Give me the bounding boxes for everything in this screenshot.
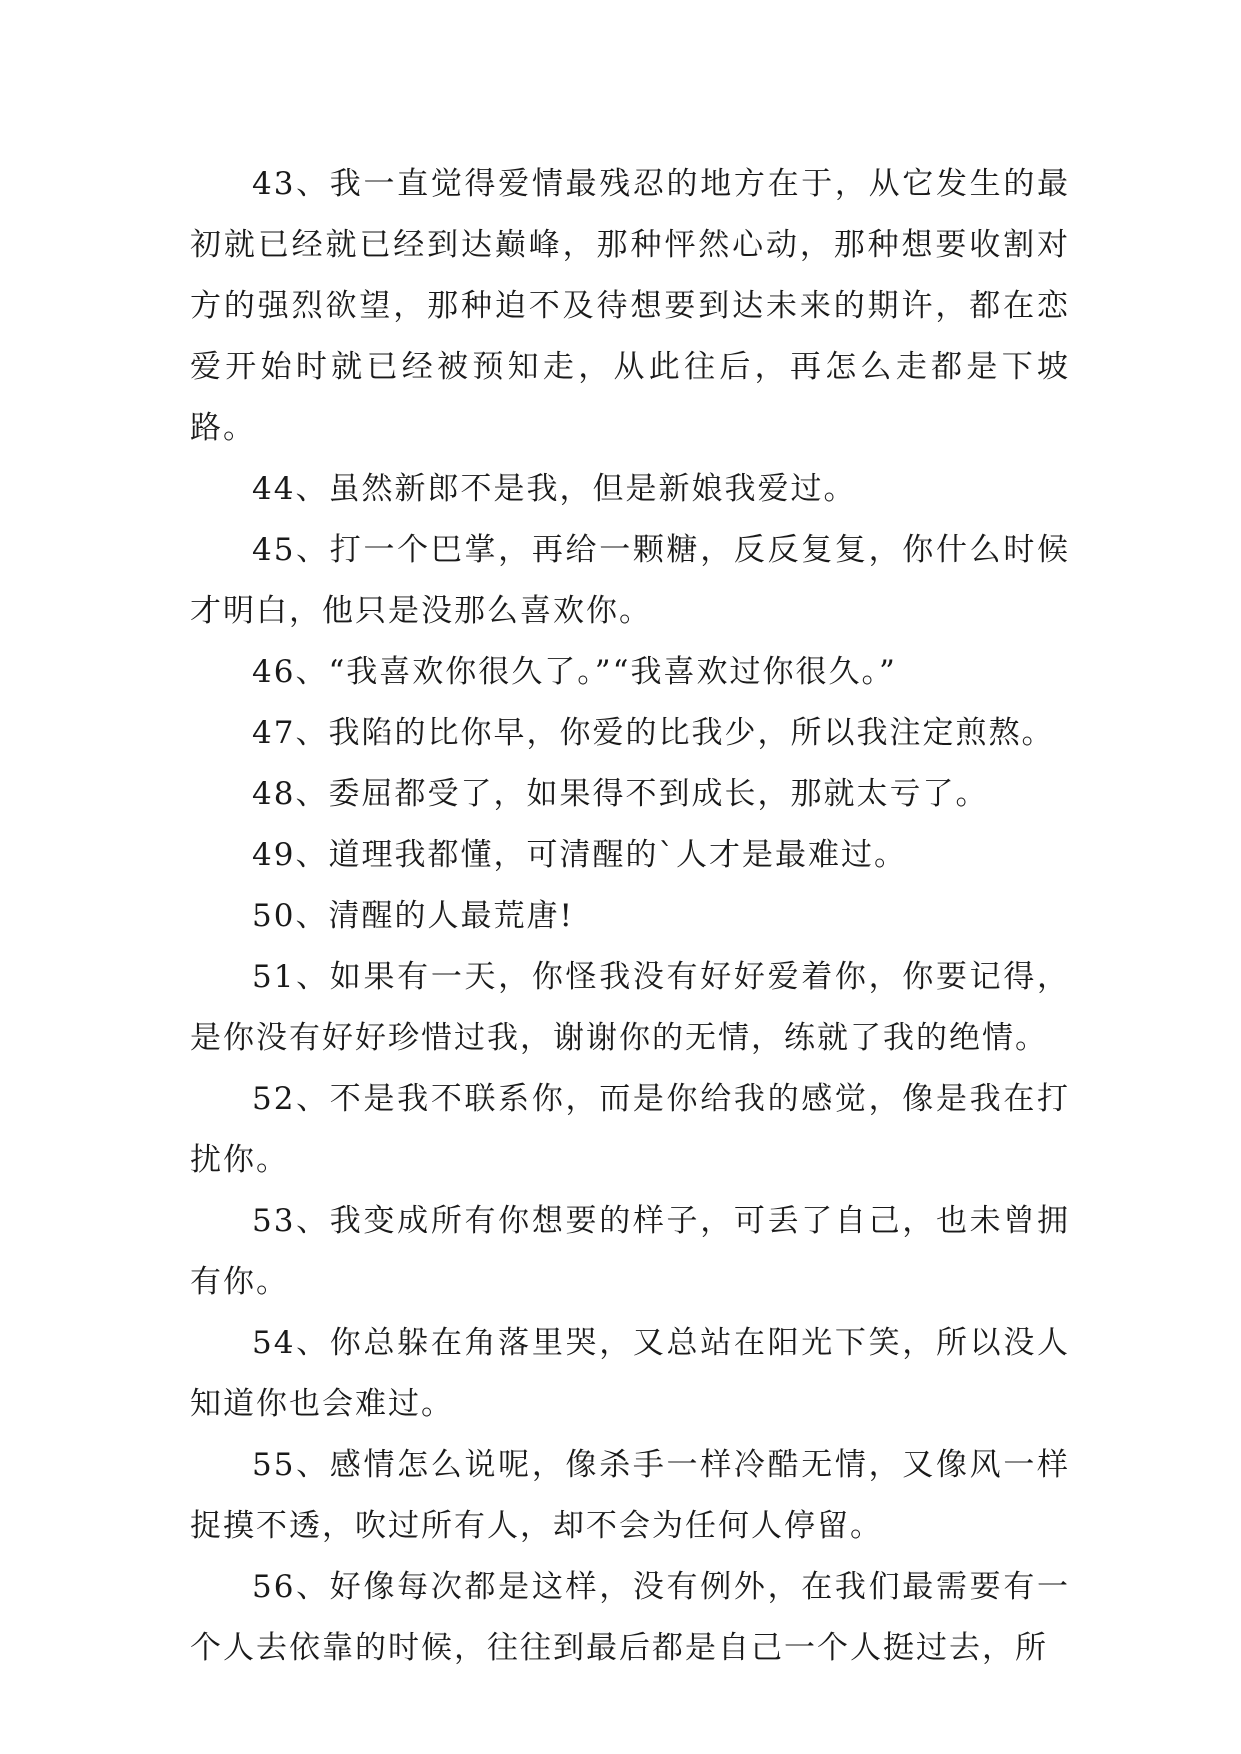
paragraph-50: 50、清醒的人最荒唐! [252,898,574,934]
paragraph-54: 54、你总躲在角落里哭，又总站在阳光下笑，所以没人知道你也会难过。 [190,1325,1070,1422]
paragraph-45: 45、打一个巴掌，再给一颗糖，反反复复，你什么时候才明白，他只是没那么喜欢你。 [190,532,1070,629]
document-body [190,154,1070,1679]
paragraph-51: 51、如果有一天，你怪我没有好好爱着你，你要记得，是你没有好好珍惜过我，谢谢你的无情，练就了我的绝情。 [190,959,1070,1056]
paragraph-47: 47、我陷的比你早，你爱的比我少，所以我注定煎熬。 [252,715,1055,751]
paragraph-55: 55、感情怎么说呢，像杀手一样冷酷无情，又像风一样捉摸不透，吹过所有人，却不会为任何人停留。 [190,1447,1070,1544]
paragraph-46: 46、“我喜欢你很久了。”“我喜欢过你很久。” [252,654,897,690]
paragraph-53: 53、我变成所有你想要的样子，可丢了自己，也未曾拥有你。 [190,1203,1070,1300]
paragraph-48: 48、委屈都受了，如果得不到成长，那就太亏了。 [252,776,989,812]
paragraph-44: 44、虽然新郎不是我，但是新娘我爱过。 [252,471,857,507]
paragraph-52: 52、不是我不联系你，而是你给我的感觉，像是我在打扰你。 [190,1081,1070,1178]
paragraph-43: 43、我一直觉得爱情最残忍的地方在于，从它发生的最初就已经就已经到达巅峰，那种怦然心动，那种想要收割对方的强烈欲望，那种迫不及待想要到达未来的期许，都在恋爱开始时就已经被预知走，从此往后，再怎么走都是下坡路。 [190,166,1070,446]
paragraph-49: 49、道理我都懂，可清醒的`人才是最难过。 [252,837,907,873]
paragraph-56: 56、好像每次都是这样，没有例外，在我们最需要有一个人去依靠的时候，往往到最后都是自己一个人挺过去，所 [190,1569,1070,1666]
